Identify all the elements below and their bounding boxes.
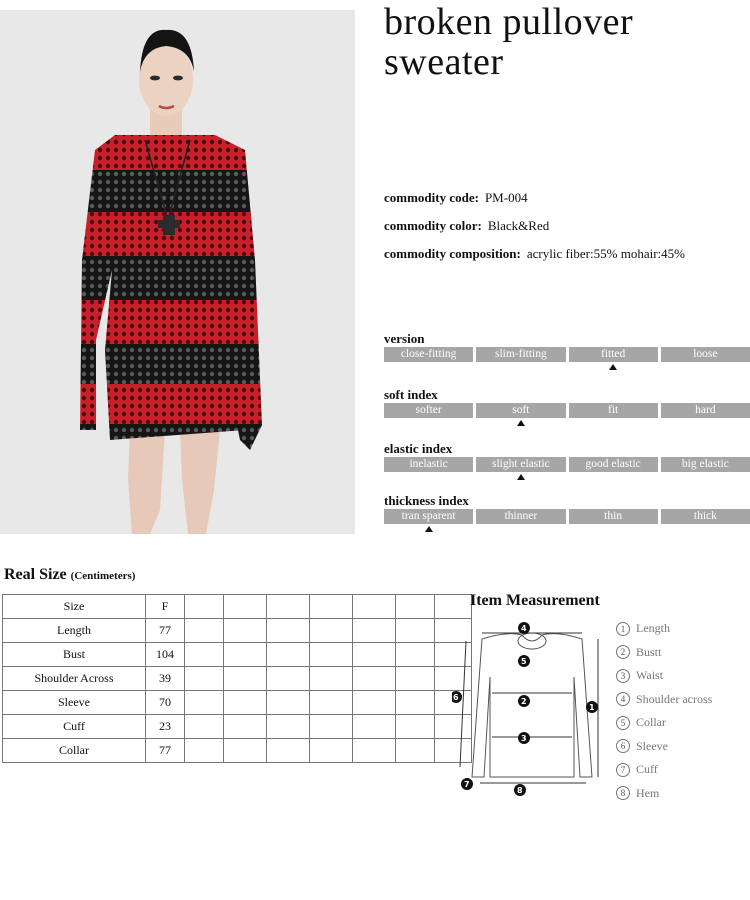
size-table-row: [3, 667, 472, 691]
index-option: thin: [569, 509, 658, 524]
svg-text:8: 8: [517, 786, 523, 795]
legend-item: [616, 664, 712, 688]
measurement-legend: [616, 617, 712, 805]
size-empty-cell: [353, 667, 396, 691]
index-title: version: [384, 331, 425, 346]
sweater-measurement-diagram: [452, 617, 612, 802]
index-version: [384, 332, 750, 362]
size-row-value: 39: [146, 667, 185, 691]
size-row-label: Shoulder Across: [3, 667, 146, 691]
spec-value: Black&Red: [487, 218, 550, 233]
size-empty-cell: [185, 619, 224, 643]
size-empty-cell: [435, 595, 472, 619]
legend-item: [616, 688, 712, 712]
size-empty-cell: [224, 691, 267, 715]
model-wearing-sweater-image: [0, 10, 355, 534]
index-title: elastic index: [384, 441, 453, 456]
size-empty-cell: [267, 667, 310, 691]
spec-key: commodity code:: [384, 190, 479, 205]
legend-number: 3: [616, 669, 630, 683]
size-table-row: [3, 619, 472, 643]
legend-label: Waist: [636, 668, 664, 683]
index-option: soft: [476, 403, 565, 418]
title-line-1: broken pullover: [384, 1, 634, 43]
index-option: inelastic: [384, 457, 473, 472]
legend-label: Sleeve: [636, 738, 668, 753]
index-option: fit: [569, 403, 658, 418]
index-option: loose: [661, 347, 750, 362]
size-empty-cell: [224, 715, 267, 739]
size-empty-cell: [396, 691, 435, 715]
index-option: close-fitting: [384, 347, 473, 362]
size-empty-cell: [224, 643, 267, 667]
size-empty-cell: [353, 619, 396, 643]
index-title: thickness index: [384, 493, 469, 508]
index-elastic: [384, 442, 750, 472]
size-row-label: Collar: [3, 739, 146, 763]
size-empty-cell: [185, 691, 224, 715]
spec-color: [384, 218, 549, 234]
index-option: thick: [661, 509, 750, 524]
item-measurement-title: Item Measurement: [470, 592, 600, 609]
index-option: thinner: [476, 509, 565, 524]
size-empty-cell: [396, 739, 435, 763]
legend-label: Collar: [636, 715, 666, 730]
title-line-2: sweater: [384, 41, 504, 83]
real-size-title: [4, 566, 135, 584]
svg-text:7: 7: [464, 780, 470, 789]
index-thickness: [384, 494, 750, 524]
legend-number: 7: [616, 763, 630, 777]
legend-item: [616, 735, 712, 759]
index-bar: [384, 509, 750, 524]
legend-label: Bustt: [636, 644, 662, 659]
svg-text:5: 5: [521, 657, 527, 666]
legend-number: 8: [616, 786, 630, 800]
index-bar: [384, 457, 750, 472]
legend-number: 6: [616, 739, 630, 753]
spec-key: commodity composition:: [384, 246, 521, 261]
legend-label: Shoulder across: [636, 691, 713, 706]
selected-index-marker: [517, 474, 525, 480]
legend-label: Cuff: [636, 762, 658, 777]
size-empty-cell: [185, 667, 224, 691]
size-row-value: 77: [146, 619, 185, 643]
size-row-label: Length: [3, 619, 146, 643]
size-empty-cell: [310, 619, 353, 643]
svg-text:1: 1: [589, 703, 595, 712]
selected-index-marker: [517, 420, 525, 426]
size-table-row: [3, 715, 472, 739]
size-empty-cell: [310, 739, 353, 763]
size-empty-cell: [185, 715, 224, 739]
index-soft: [384, 388, 750, 418]
product-photo: [0, 10, 355, 534]
size-row-label: Bust: [3, 643, 146, 667]
spec-value: acrylic fiber:55% mohair:45%: [526, 246, 685, 261]
index-option: slim-fitting: [476, 347, 565, 362]
size-empty-cell: [267, 691, 310, 715]
index-option: good elastic: [569, 457, 658, 472]
size-row-value: 77: [146, 739, 185, 763]
legend-number: 2: [616, 645, 630, 659]
legend-number: 5: [616, 716, 630, 730]
size-row-label: Sleeve: [3, 691, 146, 715]
size-empty-cell: [224, 619, 267, 643]
legend-item: [616, 782, 712, 806]
legend-label: Hem: [636, 785, 660, 800]
legend-item: [616, 641, 712, 665]
spec-value: PM-004: [484, 190, 528, 205]
size-empty-cell: [396, 667, 435, 691]
size-empty-cell: [185, 595, 224, 619]
legend-item: [616, 617, 712, 641]
size-empty-cell: [185, 643, 224, 667]
size-empty-cell: [396, 643, 435, 667]
real-size-unit: (Centimeters): [70, 570, 136, 582]
index-option: hard: [661, 403, 750, 418]
size-empty-cell: [353, 691, 396, 715]
product-title: [384, 2, 633, 82]
index-option: fitted: [569, 347, 658, 362]
size-empty-cell: [353, 643, 396, 667]
size-table-row: [3, 595, 472, 619]
size-table-row: [3, 691, 472, 715]
size-empty-cell: [396, 715, 435, 739]
size-empty-cell: [310, 595, 353, 619]
spec-key: commodity color:: [384, 218, 482, 233]
spec-composition: [384, 246, 685, 262]
svg-text:3: 3: [521, 734, 527, 743]
size-table: [2, 594, 472, 763]
size-empty-cell: [224, 739, 267, 763]
size-row-value: F: [146, 595, 185, 619]
size-empty-cell: [267, 715, 310, 739]
index-bar: [384, 347, 750, 362]
size-empty-cell: [353, 715, 396, 739]
size-empty-cell: [310, 667, 353, 691]
legend-number: 4: [616, 692, 630, 706]
index-option: tran sparent: [384, 509, 473, 524]
size-row-label: Cuff: [3, 715, 146, 739]
legend-item: [616, 758, 712, 782]
size-empty-cell: [353, 739, 396, 763]
svg-text:4: 4: [521, 624, 527, 633]
index-option: softer: [384, 403, 473, 418]
selected-index-marker: [609, 364, 617, 370]
size-empty-cell: [224, 667, 267, 691]
spec-code: [384, 190, 528, 206]
size-empty-cell: [396, 595, 435, 619]
svg-text:2: 2: [521, 697, 527, 706]
svg-text:6: 6: [453, 693, 459, 702]
size-empty-cell: [396, 619, 435, 643]
size-table-row: [3, 643, 472, 667]
size-row-value: 23: [146, 715, 185, 739]
size-empty-cell: [310, 643, 353, 667]
size-row-value: 70: [146, 691, 185, 715]
legend-item: [616, 711, 712, 735]
size-row-value: 104: [146, 643, 185, 667]
size-row-label: Size: [3, 595, 146, 619]
index-bar: [384, 403, 750, 418]
size-empty-cell: [224, 595, 267, 619]
index-title: soft index: [384, 387, 438, 402]
size-empty-cell: [185, 739, 224, 763]
selected-index-marker: [425, 526, 433, 532]
size-empty-cell: [267, 643, 310, 667]
legend-label: Length: [636, 621, 670, 636]
size-empty-cell: [353, 595, 396, 619]
index-option: big elastic: [661, 457, 750, 472]
legend-number: 1: [616, 622, 630, 636]
size-empty-cell: [310, 691, 353, 715]
index-option: slight elastic: [476, 457, 565, 472]
size-empty-cell: [310, 715, 353, 739]
size-table-row: [3, 739, 472, 763]
size-empty-cell: [267, 739, 310, 763]
size-empty-cell: [267, 619, 310, 643]
size-empty-cell: [267, 595, 310, 619]
real-size-heading: Real Size: [4, 566, 67, 583]
